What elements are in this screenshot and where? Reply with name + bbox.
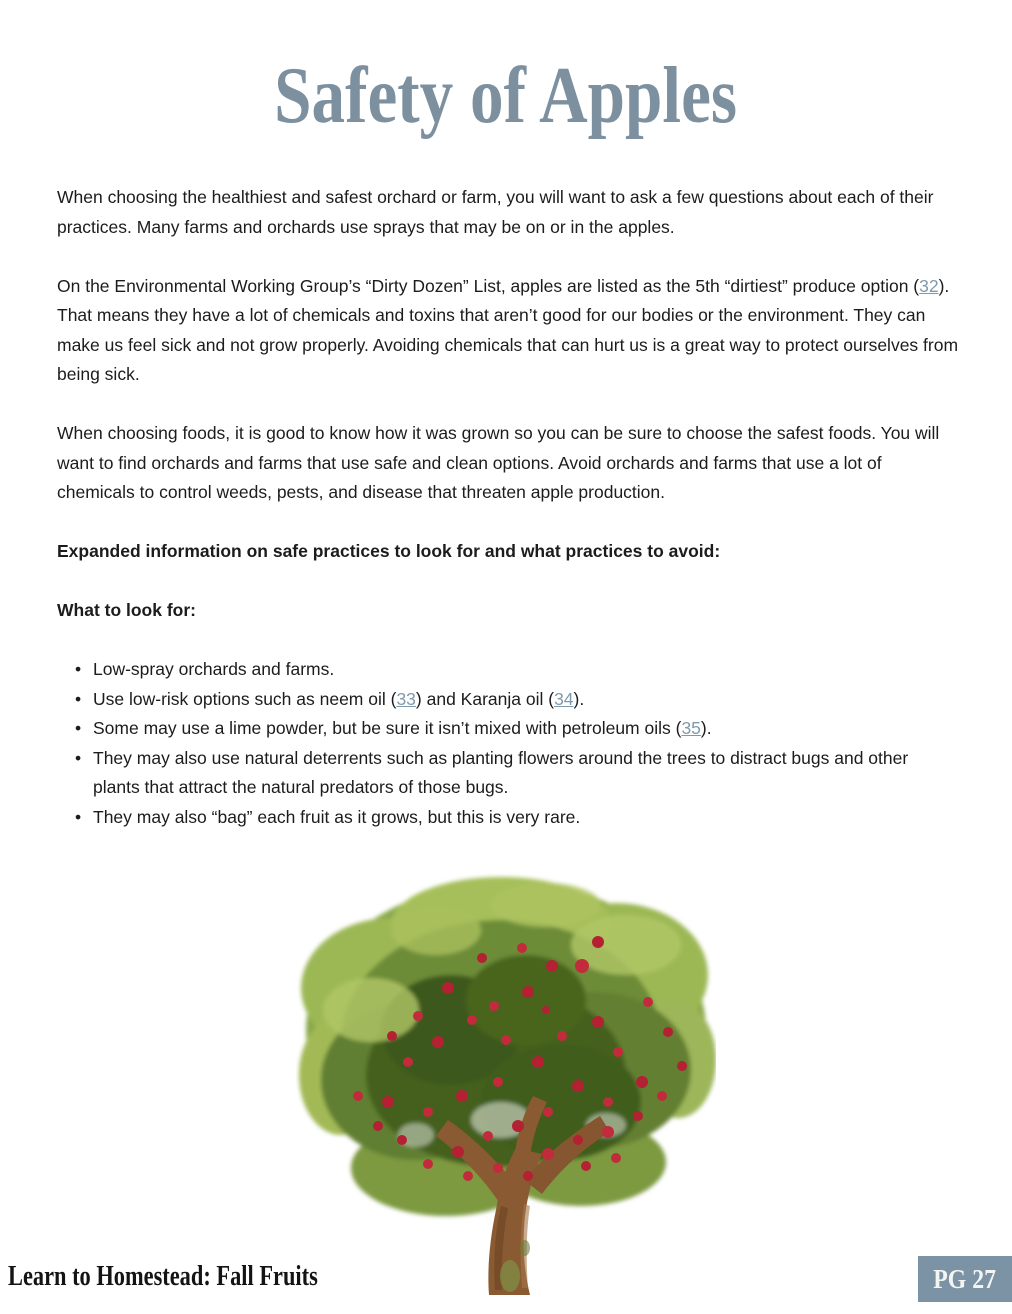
footer-book-title: [8, 1256, 395, 1298]
paragraph-intro: [57, 183, 959, 242]
expanded-info-heading: Expanded information on safe practices to look for and what practices to avoid:: [57, 541, 721, 561]
list-item-natural-deterrents: [75, 744, 959, 803]
text-segment: Low-spray orchards and farms.: [93, 659, 335, 679]
page-title-text: Safety of Apples: [274, 52, 738, 140]
text-segment: They may also “bag” each fruit as it grows, but this is very rare.: [93, 806, 581, 827]
text-segment: Use low-risk options such as neem oil (: [93, 688, 397, 709]
citation-link-32[interactable]: 32: [919, 275, 939, 296]
citation-link-33[interactable]: 33: [396, 688, 416, 709]
page-title: [0, 50, 1012, 142]
text-segment: ).: [573, 688, 585, 709]
apple-tree-illustration: [296, 870, 716, 1295]
what-to-look-for-heading: What to look for:: [57, 600, 197, 620]
text-segment: ). That means they have a lot of chemicals and toxins that aren’t good for our bodies or the environment. They can make us feel sick and not grow properly. Avoiding chemicals that can hurt us is a great way to protect ourselves from being sick.: [57, 275, 959, 384]
page-number-text: PG 27: [933, 1263, 997, 1294]
list-item-lime-powder: [75, 714, 959, 744]
article-body: [57, 183, 959, 832]
text-segment: They may also use natural deterrents such as planting flowers around the trees to distract bugs and other plants that attract the natural predators of those bugs.: [93, 747, 909, 797]
paragraph-dirty-dozen: [57, 272, 959, 390]
paragraph-choosing-foods: [57, 419, 959, 508]
tree-canopy: [299, 877, 716, 1216]
list-item-low-risk-oils: [75, 685, 959, 715]
look-for-list: [57, 655, 959, 832]
text-segment: Some may use a lime powder, but be sure it isn’t mixed with petroleum oils (: [93, 718, 682, 738]
list-item-bag-fruit: [75, 803, 959, 833]
text-segment: On the Environmental Working Group’s “Dirty Dozen” List, apples are listed as the 5th “dirtiest” produce option (: [57, 275, 920, 296]
page-number-badge: [918, 1256, 1012, 1302]
text-segment: ).: [700, 718, 712, 738]
citation-link-34[interactable]: 34: [554, 688, 574, 709]
citation-link-35[interactable]: 35: [681, 718, 701, 738]
text-segment: When choosing the healthiest and safest orchard or farm, you will want to ask a few questions about each of their practices. Many farms and orchards use sprays that may be on or in the apples.: [57, 187, 934, 237]
footer-book-title-text: Learn to Homestead: Fall Fruits: [8, 1261, 318, 1292]
text-segment: ) and Karanja oil (: [415, 688, 555, 709]
text-segment: When choosing foods, it is good to know how it was grown so you can be sure to choose the safest foods. You will want to find orchards and farms that use safe and clean options. Avoid orchards and farms that use a lot of chemicals to control weeds, pests, and disease that threaten apple production.: [57, 423, 940, 502]
list-item-low-spray: [75, 655, 959, 685]
